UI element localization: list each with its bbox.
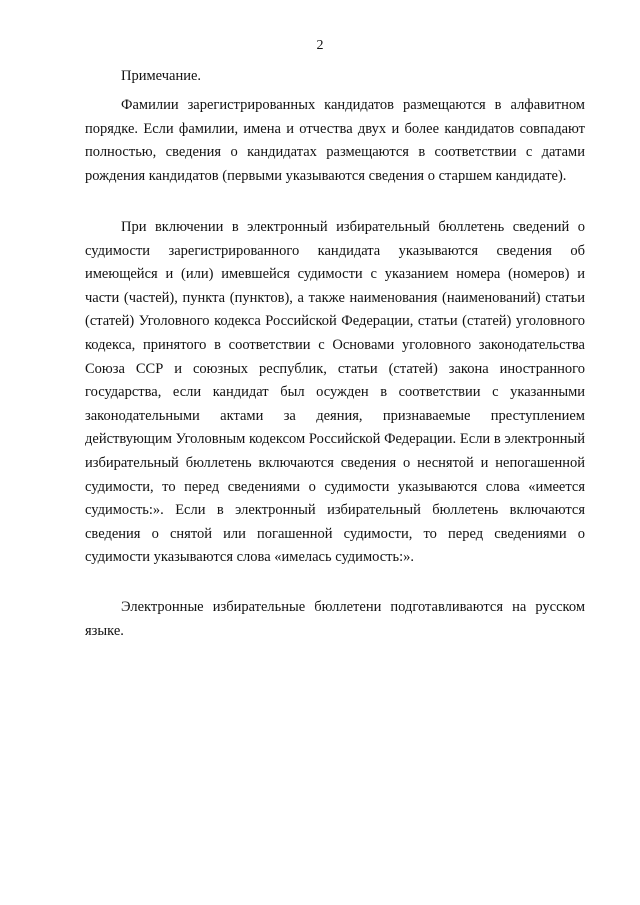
paragraph-criminal-record: При включении в электронный избирательный бюллетень сведений о судимости зарегистрированного кандидата указываются сведения об имеющейся и (или) имевшейся судимости с указанием номера (номеров) и части (частей), пункта (пунктов), а также наименования (наименований) статьи (статей) Уголовного кодекса Российской Федерации, статьи (статей) уголовного кодекса, принятого в соответствии с Основами уголовного законодательства Союза ССР и союзных республик, статьи (статей) закона иностранного государства, если кандидат был осужден в соответствии с указанными законодательными актами за деяния, признаваемые преступлением действующим Уголовным кодексом Российской Федерации. Если в электронный избирательный бюллетень включаются сведения о неснятой и непогашенной судимости, то перед сведениями о судимости указываются слова «имеется судимость:». Если в электронный избирательный бюллетень включаются сведения о снятой или погашенной судимости, то перед сведениями о судимости указываются слова «имелась судимость:». <box>85 219 585 566</box>
paragraph-language: Электронные избирательные бюллетени подготавливаются на русском языке. <box>85 599 585 639</box>
paragraph-candidates-order: Фамилии зарегистрированных кандидатов размещаются в алфавитном порядке. Если фамилии, имена и отчества двух и более кандидатов совпадают полностью, сведения о кандидатах размещаются в соответствии с датами рождения кандидатов (первыми указываются сведения о старшем кандидате). <box>85 97 585 184</box>
page-number: 2 <box>316 38 324 53</box>
note-title: Примечание. <box>121 68 202 84</box>
